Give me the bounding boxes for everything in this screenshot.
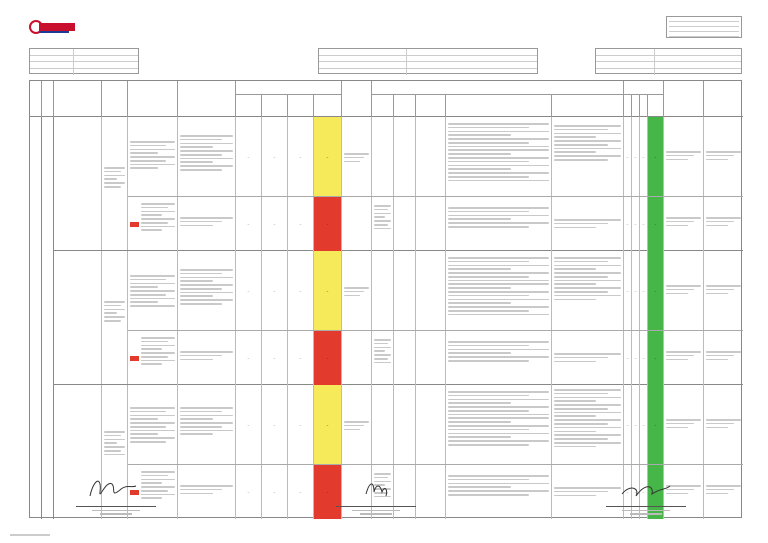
company-logo: [29, 20, 75, 34]
risk-matrix-table: [29, 80, 742, 518]
signature-center: [336, 470, 416, 520]
signature-scribble-icon: [336, 470, 416, 506]
signature-right: [606, 470, 686, 520]
signature-scribble-icon: [76, 470, 156, 506]
activity-label: [42, 117, 54, 519]
info-box-center: [318, 48, 538, 74]
signature-left: [76, 470, 156, 520]
service-label: [30, 117, 42, 519]
info-box-left: [29, 48, 139, 74]
signature-area: [0, 470, 768, 530]
task-block-1: – – – – – – – – – – – – – – – –: [54, 117, 743, 251]
info-box-right: [595, 48, 742, 74]
table-header: [30, 81, 743, 117]
task-block-3: – – – – – – – – – – – – – – – –: [54, 385, 743, 519]
document-code-box: [666, 16, 742, 38]
page-footnote: [10, 534, 50, 536]
task-block-2: – – – – – – – – – – – – – – – –: [54, 251, 743, 385]
signature-scribble-icon: [606, 470, 686, 506]
